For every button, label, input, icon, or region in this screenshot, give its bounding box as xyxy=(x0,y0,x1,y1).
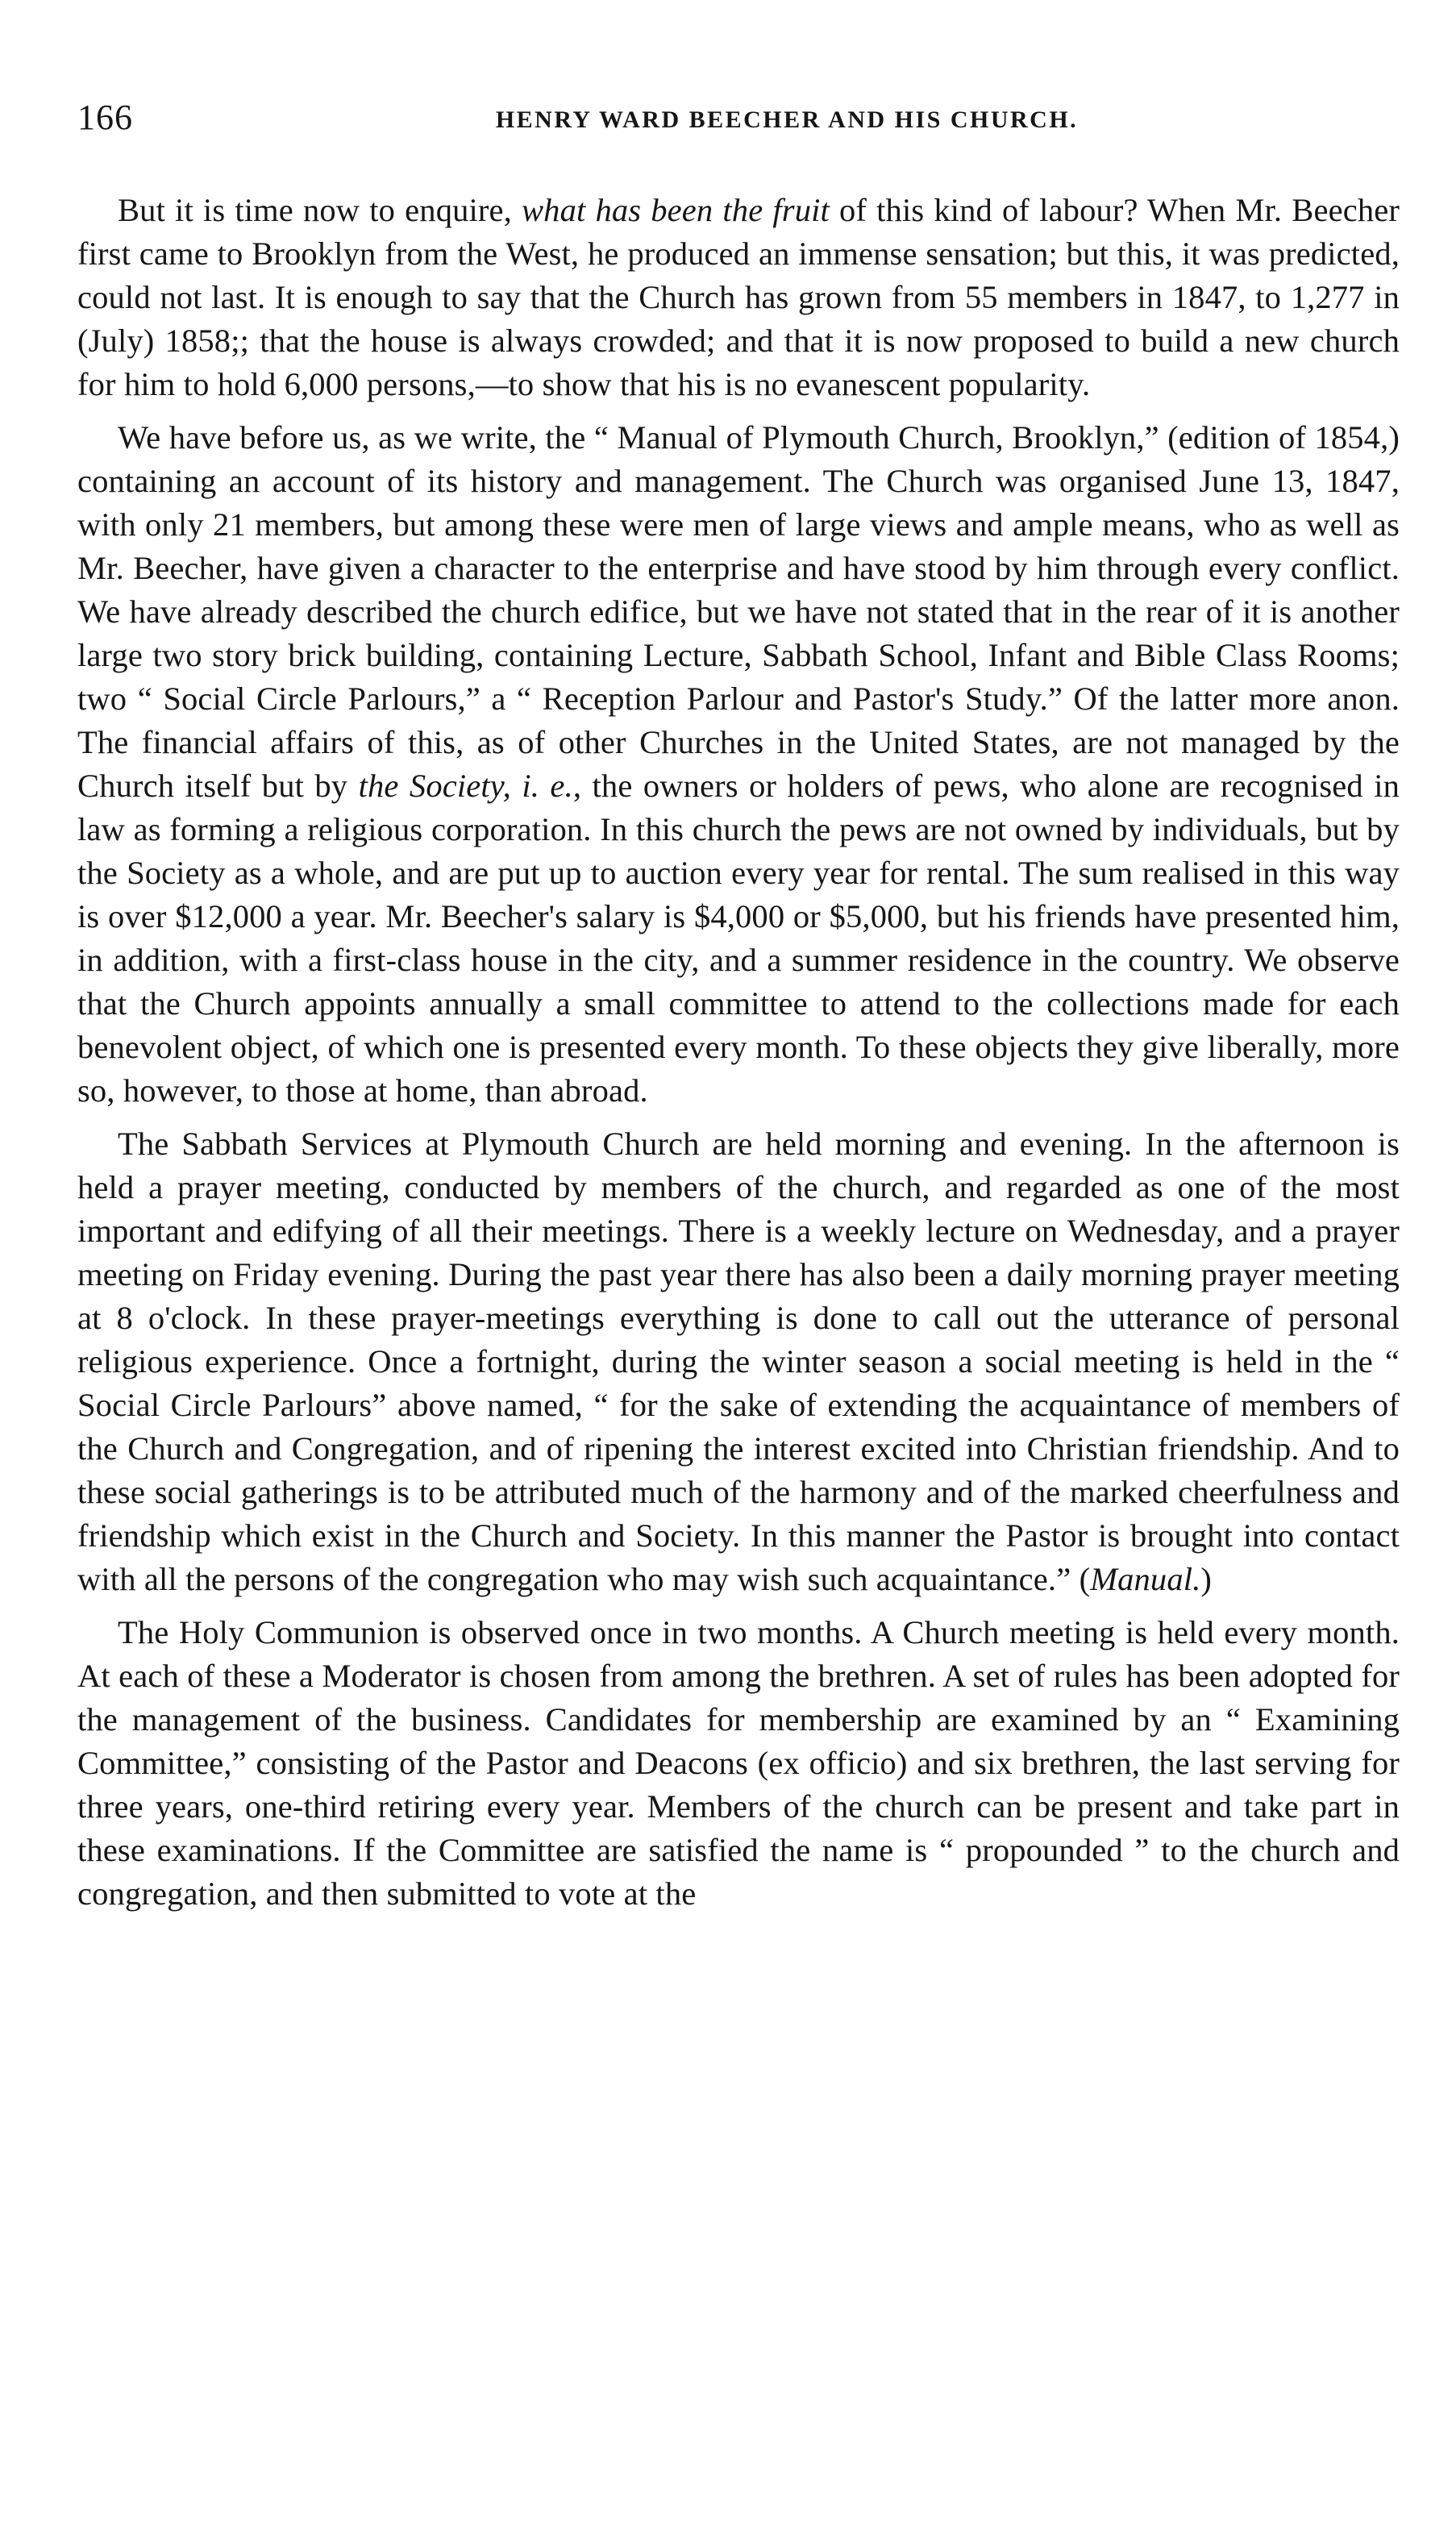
paragraph-holy-communion xyxy=(77,1611,1400,1916)
text-segment: , the owners or holders of pews, who alone are recognised in law as forming a religious corporation. In this church the pews are not owned by individuals, but by the Society as a whole, and are put up to auction every year for rental. The sum realised in this way is over $12,000 a year. Mr. Beecher's salary is $4,000 or $5,000, but his friends have presented him, in addition, with a first-class house in the city, and a summer residence in the country. We observe that the Church appoints annually a small committee to attend to the collections made for each benevolent object, of which one is presented every month. To these objects they give liberally, more so, however, to those at home, than abroad. xyxy=(77,768,1400,1109)
paragraph-fruit-of-labour xyxy=(77,189,1400,406)
body-text xyxy=(77,189,1400,1916)
italic-phrase: the Society, i. e. xyxy=(358,768,573,804)
text-segment: We have before us, as we write, the “ Manual of Plymouth Church, Brooklyn,” (edition of 1854,) containing an account of its history and management. The Church was organised June 13, 1847, with only 21 members, but among these were men of large views and ample means, who as well as Mr. Beecher, have given a character to the enterprise and have stood by him through every conflict. We have already described the church edifice, but we have not stated that in the rear of it is another large two story brick building, containing Lecture, Sabbath School, Infant and Bible Class Rooms; two “ Social Circle Parlours,” a “ Reception Parlour and Pastor's Study.” Of the latter more anon. The financial affairs of this, as of other Churches in the United States, are not managed by the Church itself but by xyxy=(77,419,1400,804)
text-segment: of this kind of labour? When Mr. Beecher first came to Brooklyn from the West, he produced an immense sensation; but this, it was predicted, could not last. It is enough to say that the Church has grown from 55 members in 1847, to 1,277 in (July) 1858;; that the house is always crowded; and that it is now proposed to build a new church for him to hold 6,000 persons,—to show that his is no evanescent popularity. xyxy=(77,192,1400,402)
text-segment: But it is time now to enquire, xyxy=(118,192,522,228)
text-segment: The Holy Communion is observed once in two months. A Church meeting is held every month. At each of these a Moderator is chosen from among the brethren. A set of rules has been adopted for the management of the business. Candidates for membership are examined by an “ Examining Committee,” consisting of the Pastor and Deacons (ex officio) and six brethren, the last serving for three years, one-third retiring every year. Members of the church can be present and take part in these examinations. If the Committee are satisfied the name is “ propounded ” to the church and congregation, and then submitted to vote at the xyxy=(77,1614,1400,1912)
italic-phrase: what has been the fruit xyxy=(522,192,830,228)
running-head xyxy=(77,95,1400,156)
italic-phrase: Manual. xyxy=(1090,1561,1201,1597)
text-segment: ) xyxy=(1200,1561,1213,1597)
page-number: 166 xyxy=(77,98,133,137)
running-title: HENRY WARD BEECHER AND HIS CHURCH. xyxy=(495,106,1079,133)
paragraph-sabbath-services xyxy=(77,1122,1400,1601)
text-segment: The Sabbath Services at Plymouth Church are held morning and evening. In the afternoon is held a prayer meeting, conducted by members of the church, and regarded as one of the most important and edifying of all their meetings. There is a weekly lecture on Wednesday, and a prayer meeting on Friday evening. During the past year there has also been a daily morning prayer meeting at 8 o'clock. In these prayer-meetings everything is done to call out the utterance of personal religious experience. Once a fortnight, during the winter season a social meeting is held in the “ Social Circle Parlours” above named, “ for the sake of extending the acquaintance of members of the Church and Congregation, and of ripening the interest excited into Christian friendship. And to these social gatherings is to be attributed much of the harmony and of the marked cheerfulness and friendship which exist in the Church and Society. In this manner the Pastor is brought into contact with all the persons of the congregation who may wish such acquaintance.” ( xyxy=(77,1126,1400,1597)
paragraph-manual-of-plymouth-church xyxy=(77,416,1400,1113)
